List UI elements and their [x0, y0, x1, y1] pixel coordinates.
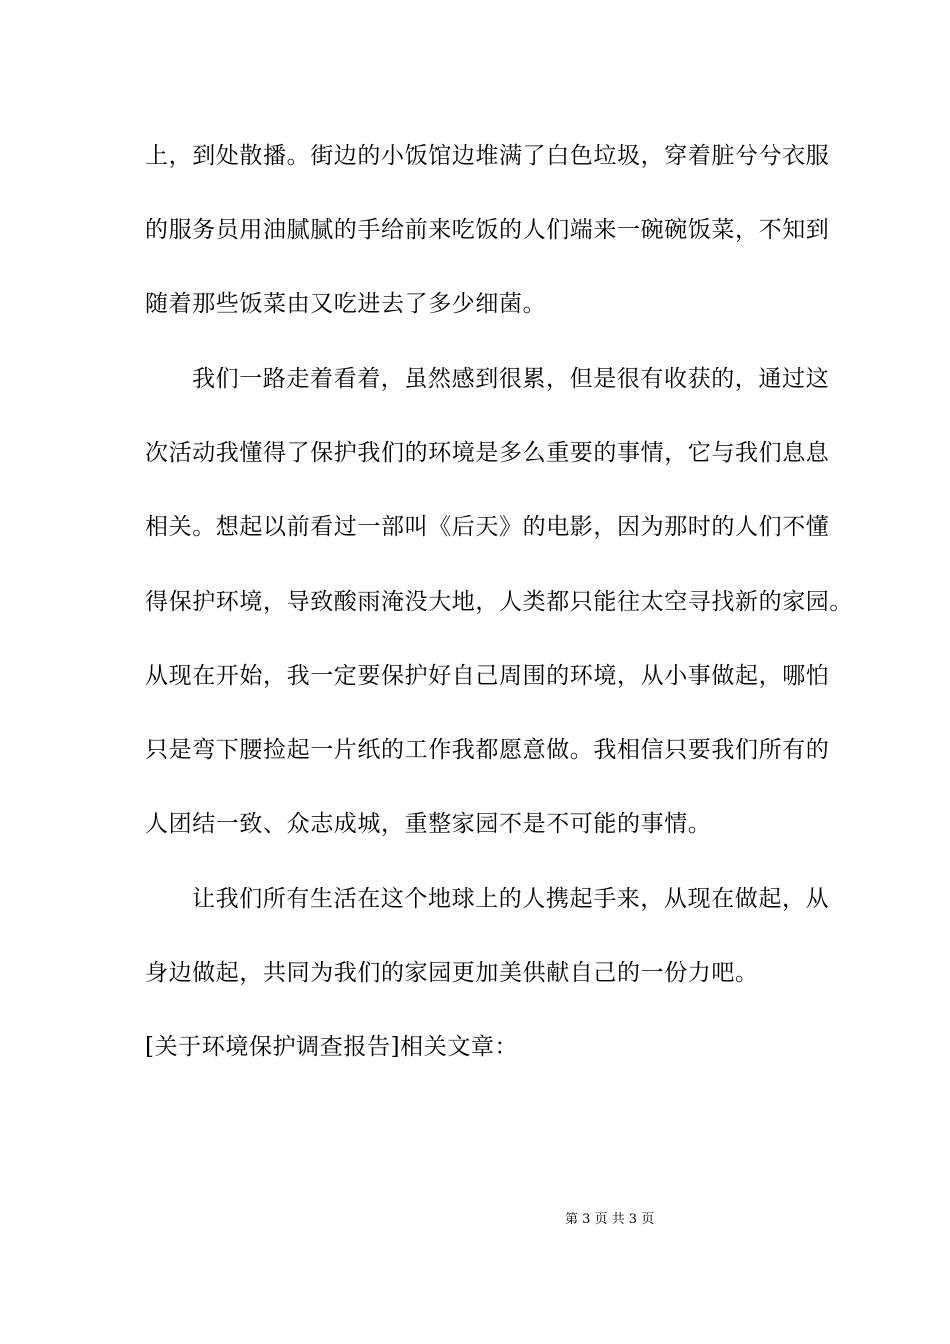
page-number-footer: 第 3 页 共 3 页: [565, 1212, 655, 1227]
body-line: 只是弯下腰捡起一片纸的工作我都愿意做。我相信只要我们所有的: [145, 737, 830, 763]
body-line: 上，到处散播。街边的小饭馆边堆满了白色垃圾，穿着脏兮兮衣服: [145, 143, 830, 169]
body-line: 相关。想起以前看过一部叫《后天》的电影，因为那时的人们不懂: [145, 514, 830, 540]
related-articles-heading: [关于环境保护调查报告]相关文章：: [145, 1034, 519, 1060]
body-line: 我们一路走着看着，虽然感到很累，但是很有收获的，通过这: [192, 366, 830, 392]
body-line: 从现在开始，我一定要保护好自己周围的环境，从小事做起，哪怕: [145, 663, 830, 689]
body-line: 身边做起，共同为我们的家园更加美供献自己的一份力吧。: [145, 960, 759, 986]
body-line: 人团结一致、众志成城，重整家园不是不可能的事情。: [145, 811, 712, 837]
body-line: 的服务员用油腻腻的手给前来吃饭的人们端来一碗碗饭菜，不知到: [145, 217, 830, 243]
body-line: 得保护环境，导致酸雨淹没大地，人类都只能往太空寻找新的家园。: [145, 589, 853, 615]
body-line: 随着那些饭菜由又吃进去了多少细菌。: [145, 291, 547, 317]
body-line: 让我们所有生活在这个地球上的人携起手来，从现在做起，从: [192, 886, 830, 912]
body-line: 次活动我懂得了保护我们的环境是多么重要的事情，它与我们息息: [145, 440, 830, 466]
